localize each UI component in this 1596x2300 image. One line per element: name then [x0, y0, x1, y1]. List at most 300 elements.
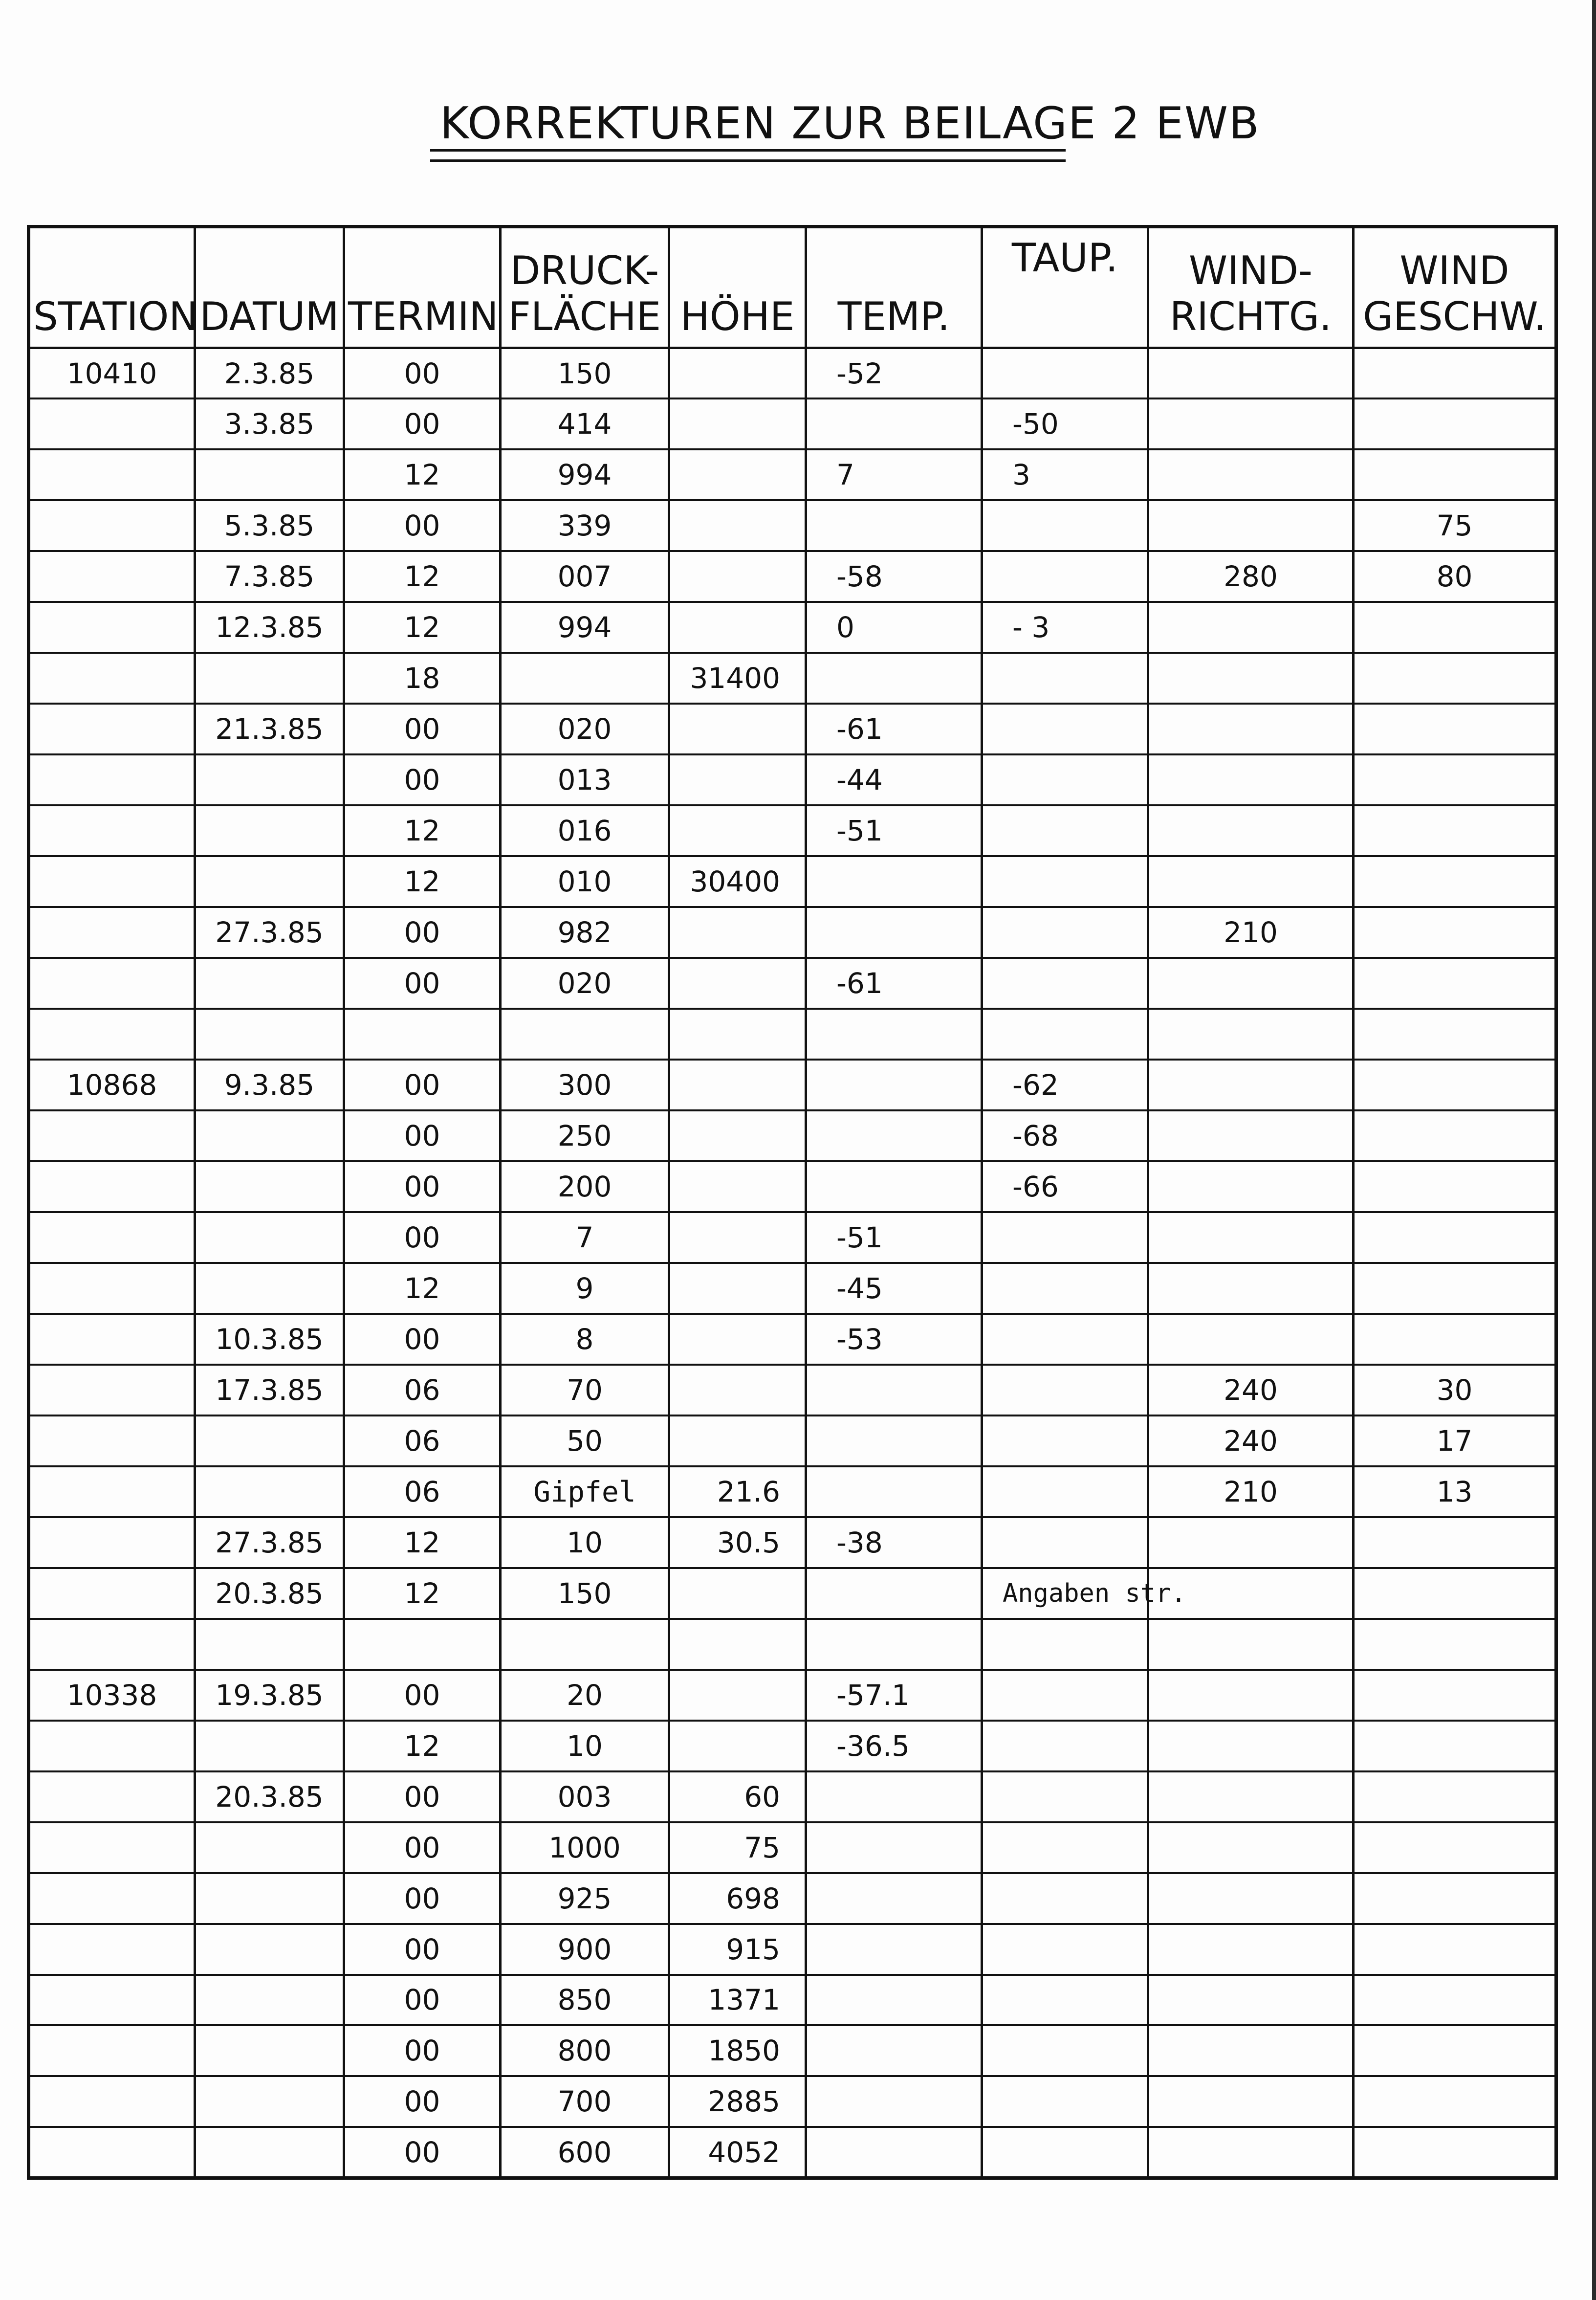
table-row — [29, 449, 1556, 500]
cell-temp — [806, 2025, 982, 2076]
cell-temp — [806, 398, 982, 449]
cell-station — [29, 1466, 195, 1517]
cell-windg — [1354, 1670, 1556, 1721]
table-row — [29, 398, 1556, 449]
cell-termin: 00 — [344, 2076, 501, 2127]
cell-termin: 00 — [344, 1924, 501, 1975]
cell-taup — [982, 1721, 1148, 1771]
cell-windg: 30 — [1354, 1365, 1556, 1415]
cell-hoehe: 2885 — [669, 2076, 806, 2127]
cell-windg — [1354, 398, 1556, 449]
cell-druck: 7 — [501, 1212, 669, 1263]
cell-station — [29, 1263, 195, 1314]
cell-datum — [195, 1619, 344, 1670]
cell-windg — [1354, 805, 1556, 856]
cell-termin: 00 — [344, 348, 501, 399]
cell-hoehe — [669, 907, 806, 958]
cell-windr — [1148, 1110, 1354, 1161]
cell-station: 10868 — [29, 1060, 195, 1110]
cell-station — [29, 602, 195, 653]
cell-windg — [1354, 1822, 1556, 1873]
cell-taup — [982, 1924, 1148, 1975]
cell-windg — [1354, 2127, 1556, 2178]
cell-taup — [982, 2127, 1148, 2178]
cell-windg — [1354, 1975, 1556, 2026]
cell-taup: -68 — [982, 1110, 1148, 1161]
cell-station — [29, 1161, 195, 1212]
cell-termin: 00 — [344, 1670, 501, 1721]
cell-hoehe — [669, 754, 806, 805]
cell-termin: 00 — [344, 1212, 501, 1263]
table-row — [29, 1771, 1556, 1822]
table-row — [29, 1009, 1556, 1060]
cell-hoehe — [669, 348, 806, 399]
cell-taup — [982, 1975, 1148, 2026]
cell-windg — [1354, 907, 1556, 958]
cell-druck: 10 — [501, 1517, 669, 1568]
cell-temp — [806, 1365, 982, 1415]
cell-datum: 20.3.85 — [195, 1771, 344, 1822]
cell-termin: 00 — [344, 907, 501, 958]
table-row — [29, 2025, 1556, 2076]
cell-temp — [806, 500, 982, 551]
cell-station — [29, 2025, 195, 2076]
cell-windr — [1148, 1670, 1354, 1721]
table-row — [29, 1415, 1556, 1466]
cell-taup — [982, 551, 1148, 602]
cell-druck: 850 — [501, 1975, 669, 2026]
cell-windg — [1354, 653, 1556, 704]
cell-datum — [195, 1466, 344, 1517]
cell-taup: -66 — [982, 1161, 1148, 1212]
cell-temp: -58 — [806, 551, 982, 602]
cell-druck: 9 — [501, 1263, 669, 1314]
cell-datum — [195, 1263, 344, 1314]
table-row — [29, 653, 1556, 704]
cell-taup — [982, 1873, 1148, 1924]
cell-taup: - 3 — [982, 602, 1148, 653]
page-title: KORREKTUREN ZUR BEILAGE 2 EWB — [440, 98, 1260, 149]
cell-temp: -53 — [806, 1314, 982, 1365]
cell-windg — [1354, 1568, 1556, 1619]
cell-windr — [1148, 1161, 1354, 1212]
cell-temp — [806, 2127, 982, 2178]
cell-station — [29, 398, 195, 449]
table-row — [29, 1924, 1556, 1975]
cell-druck: 150 — [501, 348, 669, 399]
cell-temp: -61 — [806, 958, 982, 1009]
header-hoehe: HÖHE — [669, 227, 806, 348]
cell-termin: 12 — [344, 1721, 501, 1771]
table-row — [29, 1619, 1556, 1670]
cell-termin: 06 — [344, 1466, 501, 1517]
cell-temp: -52 — [806, 348, 982, 399]
cell-datum: 5.3.85 — [195, 500, 344, 551]
cell-temp — [806, 1568, 982, 1619]
cell-druck: 007 — [501, 551, 669, 602]
table-row — [29, 1212, 1556, 1263]
cell-windr — [1148, 1060, 1354, 1110]
cell-windg — [1354, 2076, 1556, 2127]
scan-edge — [1592, 0, 1596, 2300]
cell-windr — [1148, 1263, 1354, 1314]
cell-windr — [1148, 602, 1354, 653]
cell-station — [29, 1415, 195, 1466]
cell-termin: 06 — [344, 1365, 501, 1415]
cell-windr — [1148, 348, 1354, 399]
cell-datum — [195, 2076, 344, 2127]
cell-druck: 70 — [501, 1365, 669, 1415]
cell-windr — [1148, 805, 1354, 856]
cell-druck: 900 — [501, 1924, 669, 1975]
cell-termin: 00 — [344, 1771, 501, 1822]
cell-datum — [195, 1721, 344, 1771]
cell-termin: 00 — [344, 1314, 501, 1365]
cell-termin: 12 — [344, 1568, 501, 1619]
cell-druck: 200 — [501, 1161, 669, 1212]
cell-datum: 2.3.85 — [195, 348, 344, 399]
cell-datum: 21.3.85 — [195, 704, 344, 754]
header-station: STATION — [29, 227, 195, 348]
cell-temp — [806, 1161, 982, 1212]
cell-station — [29, 754, 195, 805]
cell-taup — [982, 1415, 1148, 1466]
cell-station — [29, 1975, 195, 2026]
cell-hoehe — [669, 1161, 806, 1212]
cell-temp: -38 — [806, 1517, 982, 1568]
cell-windr — [1148, 653, 1354, 704]
cell-druck: 10 — [501, 1721, 669, 1771]
cell-datum — [195, 754, 344, 805]
cell-hoehe — [669, 551, 806, 602]
cell-druck: 700 — [501, 2076, 669, 2127]
cell-temp — [806, 1619, 982, 1670]
cell-hoehe: 21.6 — [669, 1466, 806, 1517]
cell-windg: 17 — [1354, 1415, 1556, 1466]
cell-hoehe — [669, 805, 806, 856]
cell-station — [29, 1009, 195, 1060]
cell-temp — [806, 1975, 982, 2026]
table-row — [29, 1263, 1556, 1314]
header-temp: TEMP. — [806, 227, 982, 348]
cell-temp: -45 — [806, 1263, 982, 1314]
cell-termin: 00 — [344, 1873, 501, 1924]
cell-datum: 10.3.85 — [195, 1314, 344, 1365]
cell-hoehe — [669, 500, 806, 551]
cell-temp — [806, 1771, 982, 1822]
cell-datum — [195, 958, 344, 1009]
cell-hoehe — [669, 1060, 806, 1110]
table-row — [29, 907, 1556, 958]
cell-windr — [1148, 1975, 1354, 2026]
cell-temp: -51 — [806, 805, 982, 856]
cell-druck: 003 — [501, 1771, 669, 1822]
header-datum: DATUM — [195, 227, 344, 348]
cell-hoehe — [669, 449, 806, 500]
cell-station — [29, 1517, 195, 1568]
cell-windg — [1354, 754, 1556, 805]
cell-windr: 210 — [1148, 1466, 1354, 1517]
cell-hoehe — [669, 704, 806, 754]
cell-temp: -36.5 — [806, 1721, 982, 1771]
cell-windr — [1148, 856, 1354, 907]
table-row — [29, 1822, 1556, 1873]
table-row — [29, 551, 1556, 602]
cell-druck: 994 — [501, 602, 669, 653]
cell-temp — [806, 2076, 982, 2127]
cell-druck — [501, 1009, 669, 1060]
cell-temp — [806, 1924, 982, 1975]
cell-druck: 414 — [501, 398, 669, 449]
cell-druck: 600 — [501, 2127, 669, 2178]
cell-windg — [1354, 1721, 1556, 1771]
cell-taup — [982, 1314, 1148, 1365]
cell-station — [29, 1619, 195, 1670]
cell-temp — [806, 1009, 982, 1060]
table-row — [29, 1314, 1556, 1365]
cell-datum: 27.3.85 — [195, 1517, 344, 1568]
cell-station — [29, 958, 195, 1009]
cell-taup — [982, 2025, 1148, 2076]
cell-hoehe — [669, 1670, 806, 1721]
cell-druck: Gipfel — [501, 1466, 669, 1517]
cell-datum — [195, 449, 344, 500]
cell-taup — [982, 704, 1148, 754]
cell-datum: 12.3.85 — [195, 602, 344, 653]
cell-windg — [1354, 348, 1556, 399]
cell-taup — [982, 1263, 1148, 1314]
cell-datum — [195, 2025, 344, 2076]
cell-temp — [806, 856, 982, 907]
cell-windr — [1148, 1619, 1354, 1670]
cell-station — [29, 1822, 195, 1873]
cell-druck: 300 — [501, 1060, 669, 1110]
cell-windr: 280 — [1148, 551, 1354, 602]
cell-windr — [1148, 1873, 1354, 1924]
cell-taup — [982, 1365, 1148, 1415]
cell-windg — [1354, 1873, 1556, 1924]
cell-druck: 010 — [501, 856, 669, 907]
cell-hoehe: 698 — [669, 1873, 806, 1924]
cell-station — [29, 2076, 195, 2127]
table-row — [29, 1975, 1556, 2026]
cell-termin: 18 — [344, 653, 501, 704]
cell-hoehe — [669, 1314, 806, 1365]
cell-station — [29, 1110, 195, 1161]
cell-druck: 250 — [501, 1110, 669, 1161]
cell-windr — [1148, 1314, 1354, 1365]
cell-termin: 12 — [344, 805, 501, 856]
cell-station — [29, 1924, 195, 1975]
cell-windg — [1354, 449, 1556, 500]
cell-windr — [1148, 1517, 1354, 1568]
cell-station — [29, 1365, 195, 1415]
table-row — [29, 1110, 1556, 1161]
cell-temp — [806, 1415, 982, 1466]
cell-temp: 0 — [806, 602, 982, 653]
cell-temp — [806, 1873, 982, 1924]
cell-datum — [195, 805, 344, 856]
cell-station — [29, 449, 195, 500]
cell-temp — [806, 1060, 982, 1110]
cell-druck: 800 — [501, 2025, 669, 2076]
cell-hoehe: 30400 — [669, 856, 806, 907]
cell-datum — [195, 1924, 344, 1975]
cell-station — [29, 1771, 195, 1822]
cell-hoehe — [669, 1568, 806, 1619]
cell-taup — [982, 1212, 1148, 1263]
cell-windr: 240 — [1148, 1365, 1354, 1415]
cell-hoehe: 75 — [669, 1822, 806, 1873]
cell-temp — [806, 907, 982, 958]
cell-taup — [982, 805, 1148, 856]
cell-druck: 013 — [501, 754, 669, 805]
cell-druck: 925 — [501, 1873, 669, 1924]
cell-temp: -44 — [806, 754, 982, 805]
cell-temp — [806, 653, 982, 704]
cell-druck: 020 — [501, 958, 669, 1009]
cell-hoehe: 915 — [669, 1924, 806, 1975]
cell-datum: 9.3.85 — [195, 1060, 344, 1110]
cell-taup: Angaben str. — [982, 1568, 1148, 1619]
cell-windr — [1148, 1822, 1354, 1873]
header-druckflaeche: DRUCK- FLÄCHE — [501, 227, 669, 348]
table-row — [29, 2127, 1556, 2178]
cell-temp: -57.1 — [806, 1670, 982, 1721]
cell-station: 10410 — [29, 348, 195, 399]
cell-taup — [982, 1009, 1148, 1060]
cell-windr — [1148, 2076, 1354, 2127]
cell-windg: 75 — [1354, 500, 1556, 551]
cell-temp — [806, 1110, 982, 1161]
cell-druck: 982 — [501, 907, 669, 958]
table-row — [29, 1568, 1556, 1619]
cell-termin — [344, 1619, 501, 1670]
cell-taup — [982, 1771, 1148, 1822]
cell-windr — [1148, 449, 1354, 500]
cell-druck: 150 — [501, 1568, 669, 1619]
cell-datum: 3.3.85 — [195, 398, 344, 449]
cell-termin — [344, 1009, 501, 1060]
cell-hoehe — [669, 1619, 806, 1670]
cell-hoehe — [669, 1009, 806, 1060]
cell-temp — [806, 1822, 982, 1873]
cell-windg — [1354, 1517, 1556, 1568]
cell-datum — [195, 1822, 344, 1873]
title-underline — [430, 149, 1066, 162]
cell-termin: 00 — [344, 754, 501, 805]
cell-windr — [1148, 1009, 1354, 1060]
cell-termin: 00 — [344, 958, 501, 1009]
cell-druck: 50 — [501, 1415, 669, 1466]
table-row — [29, 602, 1556, 653]
cell-temp: -51 — [806, 1212, 982, 1263]
cell-hoehe — [669, 602, 806, 653]
cell-windr — [1148, 704, 1354, 754]
cell-termin: 00 — [344, 1060, 501, 1110]
cell-windg — [1354, 958, 1556, 1009]
cell-station — [29, 1314, 195, 1365]
cell-windg — [1354, 1619, 1556, 1670]
cell-datum — [195, 1873, 344, 1924]
cell-termin: 12 — [344, 856, 501, 907]
header-row — [29, 227, 1556, 348]
cell-windr — [1148, 2127, 1354, 2178]
table-row — [29, 500, 1556, 551]
cell-taup — [982, 1670, 1148, 1721]
cell-taup — [982, 856, 1148, 907]
header-windgeschwindigkeit: WIND GESCHW. — [1354, 227, 1556, 348]
cell-windr — [1148, 2025, 1354, 2076]
cell-windr: 240 — [1148, 1415, 1354, 1466]
cell-termin: 00 — [344, 1161, 501, 1212]
cell-datum — [195, 2127, 344, 2178]
cell-druck: 994 — [501, 449, 669, 500]
cell-termin: 00 — [344, 1110, 501, 1161]
cell-windg — [1354, 1314, 1556, 1365]
cell-windg — [1354, 856, 1556, 907]
cell-druck: 20 — [501, 1670, 669, 1721]
cell-hoehe — [669, 1365, 806, 1415]
cell-taup — [982, 348, 1148, 399]
cell-windr — [1148, 1771, 1354, 1822]
cell-datum — [195, 1110, 344, 1161]
cell-druck: 339 — [501, 500, 669, 551]
cell-hoehe — [669, 958, 806, 1009]
cell-taup — [982, 958, 1148, 1009]
cell-hoehe — [669, 1263, 806, 1314]
cell-termin: 12 — [344, 602, 501, 653]
cell-termin: 00 — [344, 500, 501, 551]
cell-datum: 27.3.85 — [195, 907, 344, 958]
cell-windr — [1148, 1212, 1354, 1263]
cell-datum — [195, 1415, 344, 1466]
cell-taup — [982, 754, 1148, 805]
table-row — [29, 856, 1556, 907]
cell-temp: -61 — [806, 704, 982, 754]
cell-station — [29, 1873, 195, 1924]
cell-station — [29, 2127, 195, 2178]
header-windrichtung: WIND- RICHTG. — [1148, 227, 1354, 348]
cell-windg — [1354, 1924, 1556, 1975]
cell-hoehe: 1371 — [669, 1975, 806, 2026]
header-taup: TAUP. — [982, 227, 1148, 348]
table-row — [29, 1060, 1556, 1110]
table-row — [29, 1161, 1556, 1212]
cell-taup: 3 — [982, 449, 1148, 500]
cell-windg — [1354, 1009, 1556, 1060]
cell-windg — [1354, 1161, 1556, 1212]
cell-termin: 00 — [344, 398, 501, 449]
cell-station — [29, 653, 195, 704]
cell-windg — [1354, 704, 1556, 754]
cell-hoehe — [669, 398, 806, 449]
cell-temp: 7 — [806, 449, 982, 500]
cell-datum — [195, 1975, 344, 2026]
cell-temp — [806, 1466, 982, 1517]
cell-station — [29, 1568, 195, 1619]
cell-windr — [1148, 958, 1354, 1009]
cell-hoehe: 30.5 — [669, 1517, 806, 1568]
cell-windg — [1354, 1110, 1556, 1161]
cell-taup — [982, 500, 1148, 551]
table-row — [29, 1466, 1556, 1517]
table-row — [29, 1670, 1556, 1721]
cell-station: 10338 — [29, 1670, 195, 1721]
cell-termin: 00 — [344, 2127, 501, 2178]
cell-termin: 00 — [344, 1822, 501, 1873]
table-row — [29, 754, 1556, 805]
